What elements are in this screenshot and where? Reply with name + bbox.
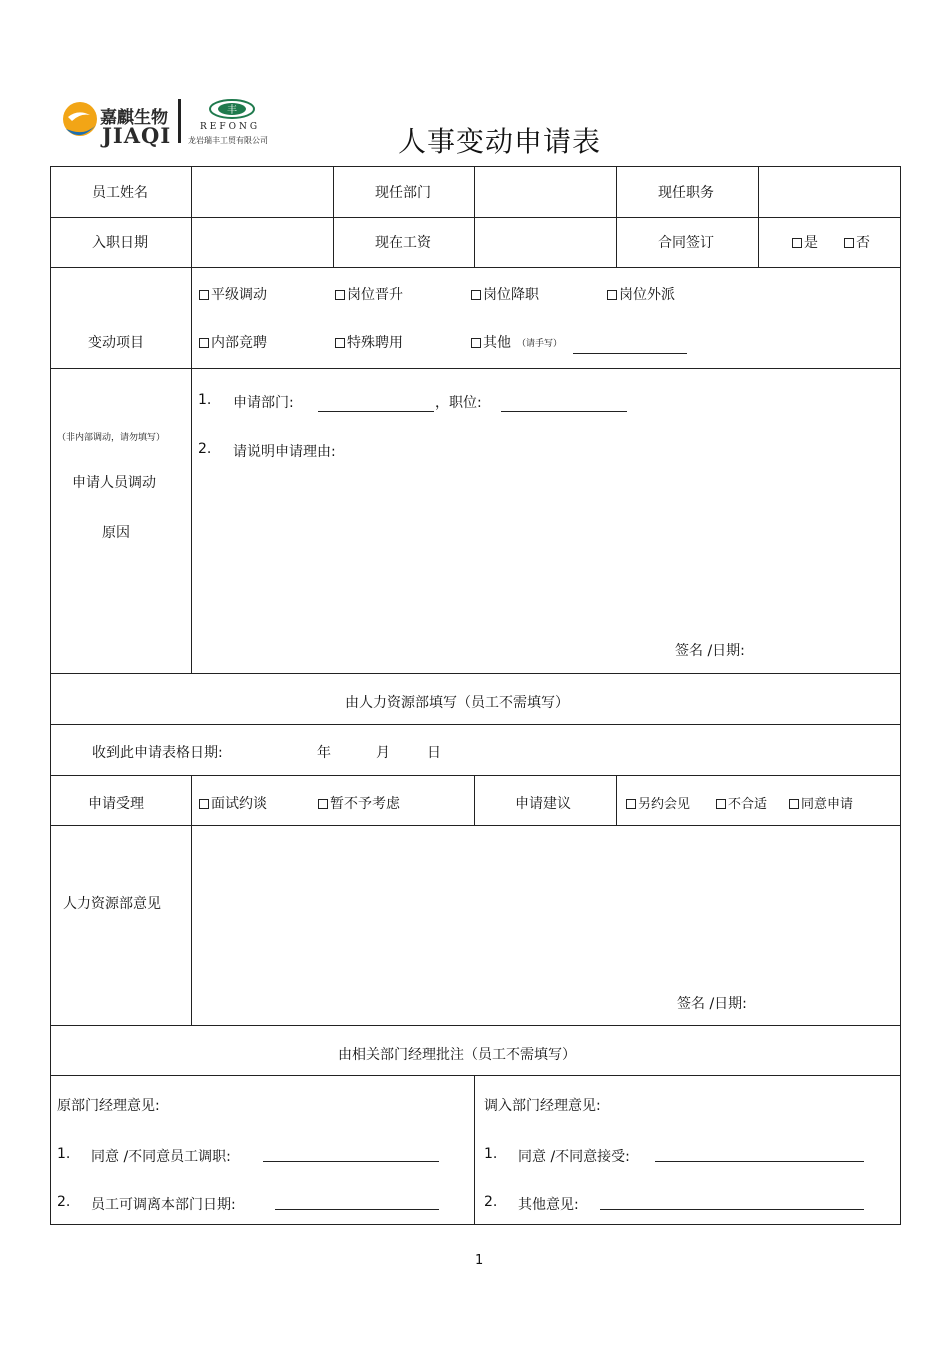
other-note: （请手写） xyxy=(517,339,563,349)
contract-no-checkbox[interactable]: 否 xyxy=(844,232,870,252)
checkbox-icon xyxy=(335,338,345,348)
company-logos xyxy=(60,97,290,149)
option-not-considered[interactable]: 暂不予考虑 xyxy=(318,793,400,813)
apply-position-label: ，职位: xyxy=(435,395,482,411)
change-item-label: 变动项目 xyxy=(88,335,144,351)
apply-position-line[interactable] xyxy=(501,411,627,412)
reason-text-label: 请说明申请理由: xyxy=(233,444,336,460)
accept-label: 申请受理 xyxy=(88,796,144,812)
orig-item1-number: 1. xyxy=(57,1146,71,1162)
reason-label-line2: 原因 xyxy=(102,525,130,541)
new-manager-title: 调入部门经理意见: xyxy=(484,1098,601,1114)
svg-text:丰: 丰 xyxy=(227,105,237,116)
reason-label-line1: 申请人员调动 xyxy=(72,475,156,491)
hr-opinion-area[interactable] xyxy=(198,832,888,982)
refong-logo-icon xyxy=(208,99,256,119)
option-lateral-transfer[interactable]: 平级调动 xyxy=(199,284,267,304)
reason-item1-number: 1. xyxy=(198,392,212,408)
checkbox-icon xyxy=(792,238,802,248)
checkbox-icon xyxy=(199,799,209,809)
apply-dept-line[interactable] xyxy=(318,411,434,412)
contract-yes-checkbox[interactable]: 是 xyxy=(792,232,818,252)
option-promotion[interactable]: 岗位晋升 xyxy=(335,284,403,304)
option-other[interactable]: 其他 xyxy=(471,332,511,352)
current-salary-label: 现在工资 xyxy=(375,235,431,251)
received-date-label: 收到此申请表格日期: xyxy=(92,745,223,761)
hr-sign-date: 签名 /日期: xyxy=(677,996,747,1012)
received-day: 日 xyxy=(427,745,441,761)
orig-leave-date-line[interactable] xyxy=(275,1209,439,1210)
current-dept-label: 现任部门 xyxy=(375,185,431,201)
manager-section-header: 由相关部门经理批注（员工不需填写） xyxy=(338,1047,576,1063)
employee-name-field[interactable] xyxy=(192,168,332,216)
current-position-field[interactable] xyxy=(759,168,899,216)
checkbox-icon xyxy=(335,290,345,300)
checkbox-icon xyxy=(844,238,854,248)
option-dispatch[interactable]: 岗位外派 xyxy=(607,284,675,304)
logo-refong-en: REFONG xyxy=(200,122,261,132)
suggest-label: 申请建议 xyxy=(515,796,571,812)
orig-manager-title: 原部门经理意见: xyxy=(57,1098,160,1114)
logo-refong-cn: 龙岩瑞丰工贸有限公司 xyxy=(188,136,268,145)
option-interview[interactable]: 面试约谈 xyxy=(199,793,267,813)
employee-name-label: 员工姓名 xyxy=(92,185,148,201)
page-number: 1 xyxy=(475,1253,484,1268)
checkbox-icon xyxy=(318,799,328,809)
new-other-line[interactable] xyxy=(600,1209,864,1210)
received-year: 年 xyxy=(317,745,331,761)
current-dept-field[interactable] xyxy=(475,168,615,216)
hire-date-label: 入职日期 xyxy=(92,235,148,251)
option-special-hire[interactable]: 特殊聘用 xyxy=(335,332,403,352)
option-internal-competition[interactable]: 内部竞聘 xyxy=(199,332,267,352)
hr-section-header: 由人力资源部填写（员工不需填写） xyxy=(345,695,569,711)
current-salary-field[interactable] xyxy=(475,218,615,266)
new-accept-line[interactable] xyxy=(655,1161,864,1162)
checkbox-icon xyxy=(199,338,209,348)
orig-leave-date-label: 员工可调离本部门日期: xyxy=(91,1197,236,1213)
option-unsuitable[interactable]: 不合适 xyxy=(716,793,767,812)
apply-dept-label: 申请部门: xyxy=(233,395,294,411)
option-demotion[interactable]: 岗位降职 xyxy=(471,284,539,304)
option-approve[interactable]: 同意申请 xyxy=(789,793,853,812)
new-other-label: 其他意见: xyxy=(518,1197,579,1213)
new-accept-label: 同意 /不同意接受: xyxy=(518,1149,630,1165)
checkbox-icon xyxy=(607,290,617,300)
current-position-label: 现任职务 xyxy=(658,185,714,201)
option-another-meeting[interactable]: 另约会见 xyxy=(626,793,690,812)
reason-note: （非内部调动，请勿填写） xyxy=(56,433,166,443)
checkbox-icon xyxy=(626,799,636,809)
jiaqi-logo-icon xyxy=(60,99,100,143)
reason-item2-number: 2. xyxy=(198,441,212,457)
orig-item2-number: 2. xyxy=(57,1194,71,1210)
reason-text-area[interactable] xyxy=(198,465,888,625)
contract-label: 合同签订 xyxy=(658,235,714,251)
checkbox-icon xyxy=(471,338,481,348)
page-title: 人事变动申请表 xyxy=(398,125,602,158)
orig-approve-line[interactable] xyxy=(263,1161,439,1162)
reason-sign-date: 签名 /日期: xyxy=(675,643,745,659)
logo-jiaqi-cn: 嘉麒生物 xyxy=(100,108,168,128)
checkbox-icon xyxy=(471,290,481,300)
checkbox-icon xyxy=(789,799,799,809)
logo-divider xyxy=(178,99,181,143)
checkbox-icon xyxy=(716,799,726,809)
received-month: 月 xyxy=(376,745,390,761)
hr-opinion-label: 人力资源部意见 xyxy=(63,896,161,912)
other-write-line[interactable] xyxy=(573,353,687,354)
orig-approve-label: 同意 /不同意员工调职: xyxy=(91,1149,231,1165)
hire-date-field[interactable] xyxy=(192,218,332,266)
new-item1-number: 1. xyxy=(484,1146,498,1162)
new-item2-number: 2. xyxy=(484,1194,498,1210)
checkbox-icon xyxy=(199,290,209,300)
logo-jiaqi-en: JIAQI xyxy=(102,123,172,148)
